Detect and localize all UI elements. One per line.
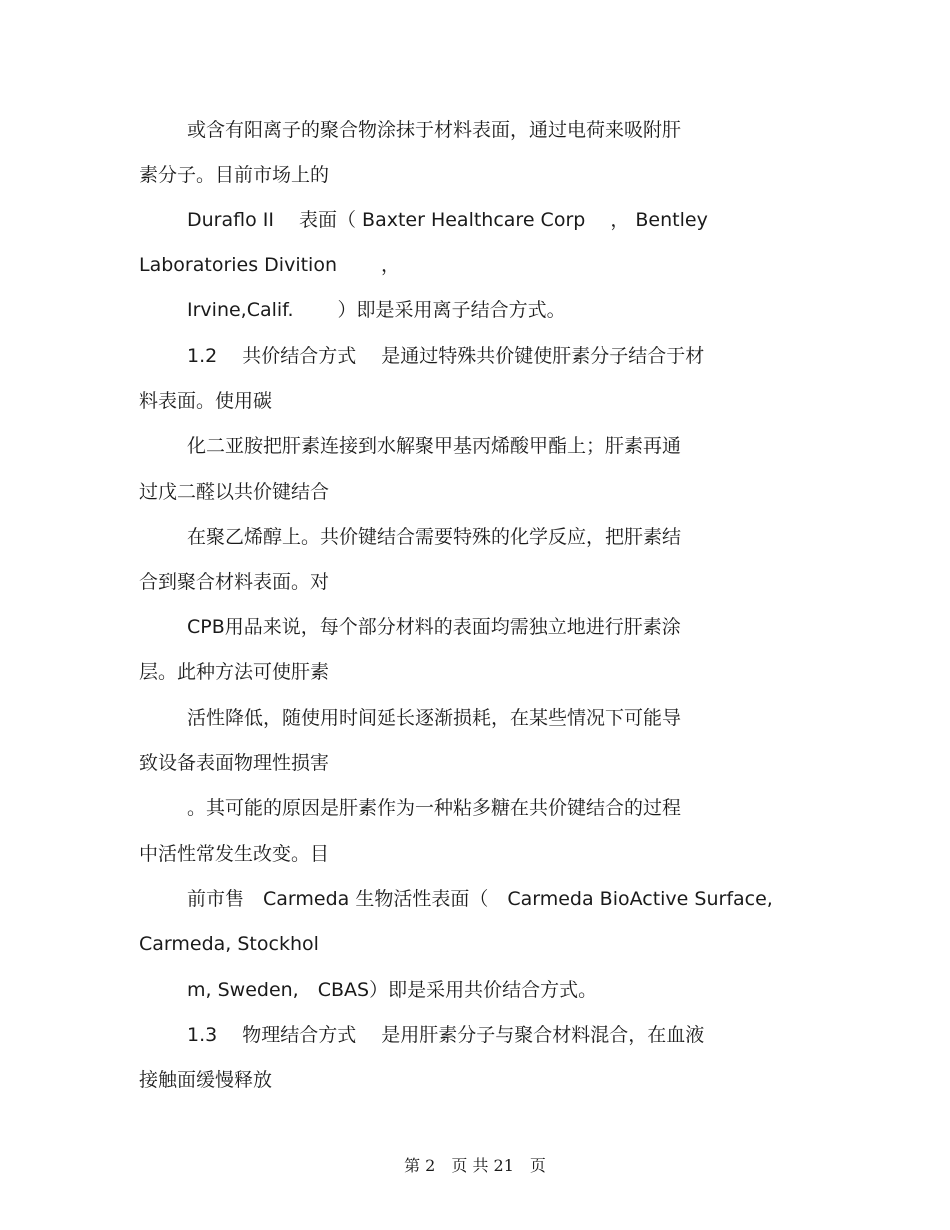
paragraph-line: 1.3 物理结合方式 是用肝素分子与聚合材料混合，在血液 (187, 1024, 705, 1046)
paragraph-line: 活性降低，随使用时间延长逐渐损耗，在某些情况下可能导 (187, 707, 682, 729)
paragraph-line: 致设备表面物理性损害 (139, 752, 330, 774)
paragraph-line: 1.2 共价结合方式 是通过特殊共价键使肝素分子结合于材 (187, 345, 705, 367)
paragraph-line: Irvine,Calif. ）即是采用离子结合方式。 (187, 299, 566, 321)
page-number-footer: 第 2 页 共 21 页 (404, 1156, 546, 1175)
paragraph-line: 在聚乙烯醇上。共价键结合需要特殊的化学反应，把肝素结 (187, 526, 682, 548)
paragraph-line: 料表面。使用碳 (139, 390, 273, 412)
paragraph-line: 接触面缓慢释放 (139, 1069, 273, 1091)
paragraph-line: 过戊二醛以共价键结合 (139, 481, 330, 503)
paragraph-line: m, Sweden, CBAS）即是采用共价结合方式。 (187, 979, 598, 1001)
paragraph-line: CPB用品来说，每个部分材料的表面均需独立地进行肝素涂 (187, 616, 681, 638)
paragraph-line: 素分子。目前市场上的 (139, 164, 330, 186)
paragraph-line: 化二亚胺把肝素连接到水解聚甲基丙烯酸甲酯上；肝素再通 (187, 435, 682, 457)
paragraph-line: Duraflo II 表面（ Baxter Healthcare Corp ， Bentley (187, 209, 708, 231)
paragraph-line: Laboratories Divition ， (139, 254, 401, 276)
paragraph-line: 前市售 Carmeda 生物活性表面（ Carmeda BioActive Surface, (187, 888, 773, 910)
paragraph-line: 合到聚合材料表面。对 (139, 571, 330, 593)
paragraph-line: 。其可能的原因是肝素作为一种粘多糖在共价键结合的过程 (187, 797, 682, 819)
paragraph-line: 中活性常发生改变。目 (139, 843, 330, 865)
paragraph-line: Carmeda, Stockhol (139, 933, 319, 955)
paragraph-line: 或含有阳离子的聚合物涂抹于材料表面，通过电荷来吸附肝 (187, 119, 682, 141)
paragraph-line: 层。此种方法可使肝素 (139, 661, 330, 683)
